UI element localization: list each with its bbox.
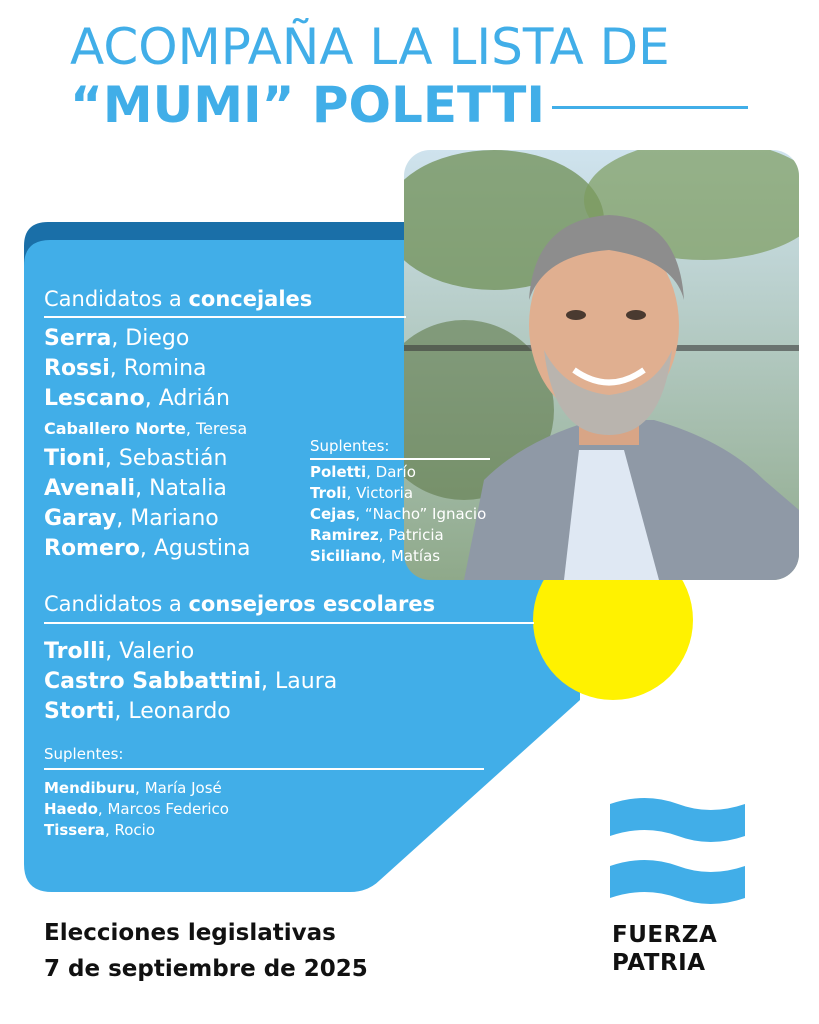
headline-line-1: ACOMPAÑA LA LISTA DE [70, 18, 670, 76]
election-date: 7 de septiembre de 2025 [44, 956, 368, 982]
consejeros-heading [44, 592, 435, 616]
list-item: Rossi, Romina [44, 356, 207, 381]
list-item: Lescano, Adrián [44, 386, 230, 411]
list-item: Avenali, Natalia [44, 476, 227, 501]
flag-logo-icon [610, 796, 745, 906]
list-item: Storti, Leonardo [44, 699, 231, 724]
list-item: Tioni, Sebastián [44, 446, 228, 471]
list-item: Troli, Victoria [310, 484, 414, 502]
concejales-rule [44, 316, 406, 318]
consejeros-suplentes-label: Suplentes: [44, 745, 124, 763]
headline-line-2: “MUMI” POLETTI [70, 76, 545, 134]
brand-line-1: FUERZA [612, 922, 718, 948]
list-item: Romero, Agustina [44, 536, 251, 561]
consejeros-suplentes-list [44, 778, 229, 841]
concejales-heading-bold: concejales [188, 287, 313, 311]
election-title: Elecciones legislativas [44, 920, 336, 946]
concejales-suplentes-list [310, 462, 486, 567]
consejeros-suplentes-rule [44, 768, 484, 770]
list-item: Serra, Diego [44, 326, 190, 351]
list-item: Siciliano, Matías [310, 547, 441, 565]
list-item: Garay, Mariano [44, 506, 219, 531]
concejales-heading [44, 287, 312, 311]
list-item: Mendiburu, María José [44, 779, 222, 797]
list-item: Trolli, Valerio [44, 639, 195, 664]
concejales-list [44, 324, 250, 564]
list-item: Ramirez, Patricia [310, 526, 444, 544]
consejeros-rule [44, 622, 534, 624]
consejeros-list [44, 637, 337, 727]
list-item: Tissera, Rocio [44, 821, 155, 839]
brand-line-2: PATRIA [612, 950, 706, 976]
list-item: Caballero Norte, Teresa [44, 419, 248, 438]
list-item: Poletti, Darío [310, 463, 416, 481]
concejales-heading-prefix: Candidatos a [44, 287, 189, 311]
consejeros-heading-prefix: Candidatos a [44, 592, 189, 616]
list-item: Haedo, Marcos Federico [44, 800, 229, 818]
list-item: Castro Sabbattini, Laura [44, 669, 338, 694]
list-item: Cejas, “Nacho” Ignacio [310, 505, 487, 523]
concejales-suplentes-rule [310, 458, 490, 460]
concejales-suplentes-label: Suplentes: [310, 437, 390, 455]
consejeros-heading-bold: consejeros escolares [188, 592, 436, 616]
